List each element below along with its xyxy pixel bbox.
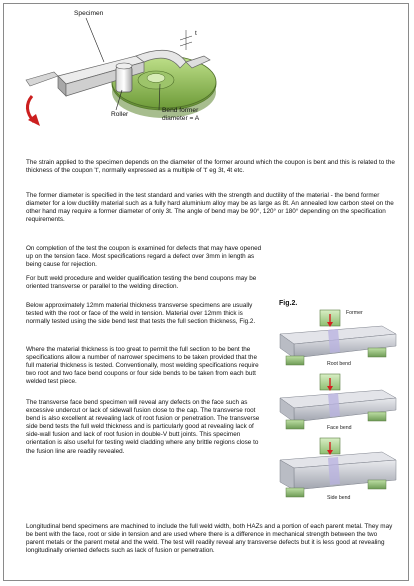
paragraph-orientation: For butt weld procedure and welder qualification testing the bend coupons may be oriented transverse or parallel to the welding direction. <box>26 275 257 291</box>
page-frame <box>3 3 409 581</box>
root-bend-diagram <box>280 310 396 365</box>
paragraph-longitudinal: Longitudinal bend specimens are machined to include the full weld width, both HAZs and a portion of each parent metal. They may be bent with the face, root or side in tension and are used where there is a difference in mechanical strength between the two parent metals or the parent metal and the weld. The test will readily reveal any transverse defects but it is less good at revealing longitudinally oriented defects such as lack of fusion or penetration. <box>26 523 393 555</box>
label-thickness-t: t <box>195 30 197 37</box>
paragraph-examination: On completion of the test the coupon is examined for defects that may have opened up on the tension face. Most specifications regard a defect over 3mm in length as being cause for rejection. <box>26 245 262 269</box>
bend-test-illustration <box>4 4 304 154</box>
figure-2-title: Fig.2. <box>279 300 298 307</box>
paragraph-bend-types: The transverse face bend specimen will reveal any defects on the face such as excessive undercut or lack of sidewall fusion close to the cap. The transverse root bend is also excellent at revealing lack of root fusion or penetration. The transverse side bend tests the full weld thickness and is particularly good at revealing lack of side-wall fusion and lack of root fusion in double-V butt joints. This specimen orientation is also useful for testing weld cladding where any brittle regions close to the fusion line are readily revealed. <box>26 399 260 455</box>
label-roller: Roller <box>111 111 129 118</box>
paragraph-narrow-specimens: Where the material thickness is too great to permit the full section to be bent the specifications allow a number of narrower specimens to be taken provided that the full material thickness is tested. Conventionally, most welding specifications require two root and two face bend coupons or four side bends to be taken from each butt welded test piece. <box>26 346 259 386</box>
caption-side-bend: Side bend <box>327 495 351 501</box>
label-specimen: Specimen <box>74 10 104 17</box>
label-former: Former <box>346 310 363 316</box>
caption-face-bend: Face bend <box>327 425 352 431</box>
side-bend-diagram <box>280 438 396 497</box>
paragraph-thickness: Below approximately 12mm material thickness transverse specimens are usually tested with the root or face of the weld in tension. Material over 12mm thick is normally tested using the side bend test that tests the full section thickness, Fig.2. <box>26 302 256 326</box>
face-bend-diagram <box>280 374 396 429</box>
paragraph-strain: The strain applied to the specimen depends on the diameter of the former around which the coupon is bent and this is related to the thickness of the coupon 't', normally expressed as a multiple of 't' eg 3t, 4t etc. <box>26 159 395 175</box>
roller <box>116 66 132 92</box>
caption-root-bend: Root bend <box>327 361 351 367</box>
label-bend-former: Bend former <box>162 107 199 114</box>
figure-2-bend-specimens <box>272 308 400 508</box>
paragraph-former-diameter: The former diameter is specified in the test standard and varies with the strength and ductility of the material - the bend former diameter for a low ductility material such as a fully hard aluminium alloy may be as large as 8t. An annealed low carbon steel on the other hand may require a former diameter of only 3t. The angle of bend may be 90°, 120° or 180° depending on the specification requirements. <box>26 192 394 224</box>
label-former-diameter: diameter = A <box>162 115 200 122</box>
